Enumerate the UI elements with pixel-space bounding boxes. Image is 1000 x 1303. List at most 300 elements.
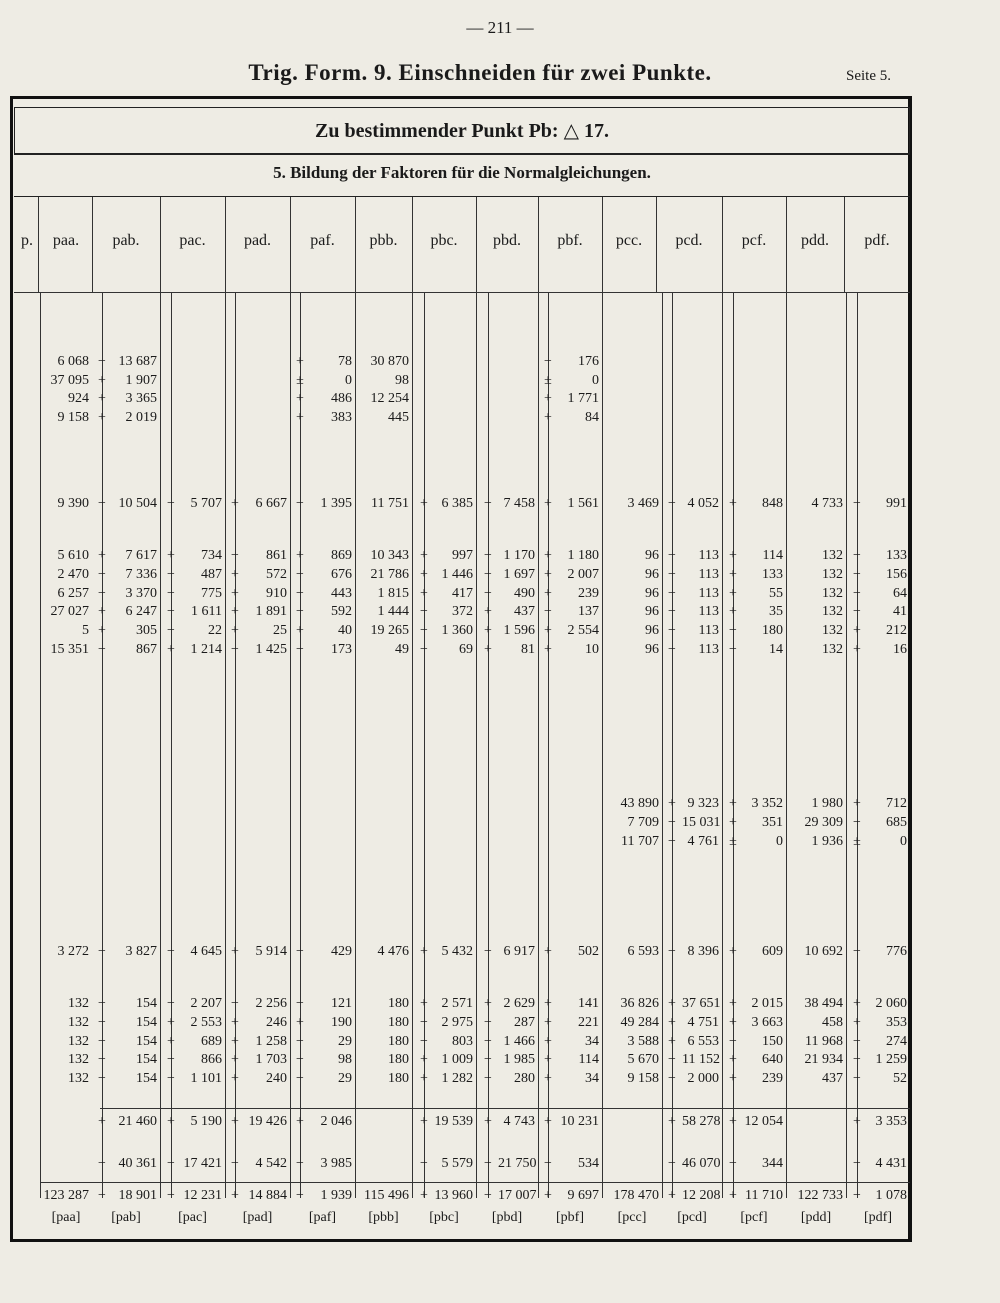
sign-cell: + [544, 1188, 552, 1203]
value-cell: 13 960 [434, 1188, 473, 1203]
value-cell: 487 [201, 566, 222, 582]
column-header: pad. [243, 232, 272, 249]
sign-cell: + [484, 996, 492, 1011]
value-cell: 96 [645, 566, 659, 582]
value-cell: 4 761 [687, 833, 719, 849]
sign-cell: − [296, 1052, 304, 1068]
sign-cell: − [668, 585, 676, 601]
total-label: [paa] [51, 1210, 81, 1225]
sign-cell: − [420, 1014, 428, 1030]
sign-cell: + [544, 566, 552, 582]
sign-cell: − [544, 1156, 552, 1171]
sign-cell: − [167, 1156, 175, 1171]
value-cell: 351 [762, 814, 783, 830]
sign-cell: − [853, 1071, 861, 1087]
value-cell: 1 446 [441, 566, 473, 582]
column-rule [662, 293, 663, 1198]
value-cell: 1 611 [191, 604, 222, 620]
value-cell: 246 [266, 1014, 287, 1030]
value-cell: 132 [822, 623, 843, 639]
sign-cell: + [484, 1114, 492, 1129]
value-cell: 10 504 [118, 496, 157, 511]
column-rule [160, 293, 161, 1198]
sign-cell: − [98, 996, 106, 1011]
sign-cell: + [420, 996, 428, 1011]
value-cell: 2 975 [441, 1014, 473, 1030]
sign-cell: − [231, 1156, 239, 1171]
value-cell: 6 917 [503, 944, 535, 959]
value-cell: 15 031 [682, 814, 721, 830]
sign-cell: − [167, 604, 175, 620]
value-cell: 11 710 [745, 1188, 783, 1203]
value-cell: 7 709 [627, 814, 659, 830]
sign-cell: − [729, 1156, 737, 1171]
sign-cell: + [167, 1014, 175, 1030]
value-cell: 2 019 [125, 410, 157, 426]
sign-cell: + [853, 796, 861, 811]
total-rule [40, 1182, 910, 1183]
sign-cell: + [729, 796, 737, 811]
sign-cell: − [296, 496, 304, 511]
value-cell: 21 786 [370, 566, 409, 582]
sign-cell: − [167, 1071, 175, 1087]
sign-cell: − [853, 1033, 861, 1049]
sign-cell: + [167, 642, 175, 657]
value-cell: 1 444 [377, 604, 409, 620]
sign-cell: + [98, 410, 106, 426]
value-cell: 114 [762, 548, 783, 563]
value-cell: 2 571 [441, 996, 473, 1011]
value-cell: 180 [388, 1052, 409, 1068]
value-cell: 113 [698, 623, 719, 639]
value-cell: 443 [331, 585, 352, 601]
value-cell: 10 [585, 642, 599, 657]
sign-cell: − [484, 1033, 492, 1049]
sign-cell: − [668, 642, 676, 657]
value-cell: 4 542 [255, 1156, 287, 1171]
value-cell: 121 [331, 996, 352, 1011]
sign-cell: + [420, 585, 428, 601]
column-rule [290, 293, 291, 1198]
total-label: [pac] [178, 1210, 207, 1225]
total-label: [paf] [308, 1210, 337, 1225]
sign-cell: − [420, 1156, 428, 1171]
sign-cell: − [296, 944, 304, 959]
value-cell: 4 476 [377, 944, 409, 959]
value-cell: 14 [769, 642, 783, 657]
sign-cell: + [729, 1188, 737, 1203]
sign-cell: − [296, 1071, 304, 1087]
sign-cell: + [544, 585, 552, 601]
sign-cell: + [544, 1033, 552, 1049]
sign-cell: + [729, 566, 737, 582]
value-cell: 458 [822, 1014, 843, 1030]
sign-cell: + [729, 496, 737, 511]
sign-cell: + [668, 796, 676, 811]
value-cell: 6 385 [441, 496, 473, 511]
form-frame [10, 96, 912, 1242]
value-cell: 6 247 [125, 604, 157, 620]
sign-cell: − [296, 604, 304, 620]
value-cell: 1 907 [125, 372, 157, 388]
sign-cell: ± [853, 833, 861, 849]
value-cell: 8 396 [687, 944, 719, 959]
sign-cell: − [484, 566, 492, 582]
value-cell: 2 046 [320, 1114, 352, 1129]
column-header: pbc. [430, 232, 458, 249]
sign-cell: − [484, 548, 492, 563]
value-cell: 1 939 [320, 1188, 352, 1203]
total-label: [pcc] [617, 1210, 647, 1225]
total-label: [pbb] [368, 1210, 399, 1225]
sign-cell: + [420, 1114, 428, 1129]
sign-cell: − [167, 585, 175, 601]
value-cell: 132 [68, 1033, 89, 1049]
value-cell: 19 265 [370, 623, 409, 639]
value-cell: 221 [578, 1014, 599, 1030]
column-header: p. [21, 232, 33, 249]
sign-cell: − [853, 814, 861, 830]
value-cell: 141 [578, 996, 599, 1011]
value-cell: 712 [886, 796, 907, 811]
sign-cell: − [729, 1033, 737, 1049]
value-cell: 1 936 [811, 833, 843, 849]
column-header: paa. [52, 232, 80, 249]
value-cell: 1 170 [503, 548, 535, 563]
value-cell: 5 [82, 623, 89, 639]
value-cell: 10 692 [804, 944, 843, 959]
value-cell: 3 370 [125, 585, 157, 601]
value-cell: 2 015 [751, 996, 783, 1011]
sign-cell: + [544, 410, 552, 426]
sign-cell: + [231, 1014, 239, 1030]
sign-cell: ± [729, 833, 737, 849]
column-header: paf. [310, 232, 335, 249]
sign-cell: − [98, 1071, 106, 1087]
sign-cell: − [98, 1052, 106, 1068]
value-cell: 274 [886, 1033, 907, 1049]
sign-cell: + [167, 548, 175, 563]
value-cell: 486 [331, 391, 352, 407]
value-cell: 133 [762, 566, 783, 582]
value-cell: 372 [452, 604, 473, 620]
value-cell: 58 278 [682, 1114, 721, 1129]
sign-cell: − [167, 623, 175, 639]
sign-cell: + [231, 566, 239, 582]
sign-cell: + [484, 623, 492, 639]
value-cell: 1 101 [190, 1071, 222, 1087]
value-cell: 7 336 [125, 566, 157, 582]
value-cell: 2 256 [255, 996, 287, 1011]
value-cell: 173 [331, 642, 352, 657]
sign-cell: − [167, 566, 175, 582]
sign-cell: + [231, 1033, 239, 1049]
value-cell: 12 231 [183, 1188, 222, 1203]
value-cell: 502 [578, 944, 599, 959]
sign-cell: − [98, 585, 106, 601]
value-cell: 2 553 [190, 1014, 222, 1030]
total-label: [pbc] [429, 1210, 459, 1225]
sign-cell: + [420, 944, 428, 959]
sign-cell: − [231, 642, 239, 657]
value-cell: 190 [331, 1014, 352, 1030]
column-rule [722, 293, 723, 1198]
value-cell: 115 496 [364, 1188, 409, 1203]
total-label: [pad] [242, 1210, 273, 1225]
sign-cell: + [729, 1114, 737, 1129]
value-cell: 96 [645, 642, 659, 657]
column-rule [225, 293, 226, 1198]
value-cell: 1 214 [190, 642, 222, 657]
value-cell: 137 [578, 604, 599, 620]
value-cell: 1 180 [567, 548, 599, 563]
sign-cell: + [853, 996, 861, 1011]
sign-cell: ± [544, 372, 552, 388]
value-cell: 49 284 [620, 1014, 659, 1030]
subsection-header-box [14, 157, 910, 197]
value-cell: 287 [514, 1014, 535, 1030]
value-cell: 11 751 [371, 496, 409, 511]
sign-cell: + [231, 1188, 239, 1203]
sign-cell: + [231, 623, 239, 639]
sign-cell: − [167, 944, 175, 959]
total-label: [pdf] [864, 1210, 892, 1225]
value-cell: 180 [388, 1014, 409, 1030]
value-cell: 2 007 [567, 566, 599, 582]
total-label: [pbf] [556, 1210, 584, 1225]
sign-cell: − [668, 814, 676, 830]
value-cell: 640 [762, 1052, 783, 1068]
sign-cell: + [296, 1114, 304, 1129]
value-cell: 1 009 [441, 1052, 473, 1068]
sign-cell: − [729, 642, 737, 657]
sign-cell: + [544, 1014, 552, 1030]
sign-cell: − [484, 944, 492, 959]
value-cell: 3 352 [751, 796, 783, 811]
value-cell: 132 [822, 566, 843, 582]
sign-cell: + [729, 1052, 737, 1068]
value-cell: 305 [136, 623, 157, 639]
sign-cell: − [729, 623, 737, 639]
sign-cell: − [853, 1156, 861, 1171]
value-cell: 3 469 [627, 496, 659, 511]
value-cell: 429 [331, 944, 352, 959]
value-cell: 3 272 [57, 944, 89, 959]
value-cell: 3 588 [627, 1033, 659, 1049]
value-cell: 5 670 [627, 1052, 659, 1068]
sign-cell: − [420, 623, 428, 639]
value-cell: 132 [68, 1014, 89, 1030]
value-cell: 22 [208, 623, 222, 639]
sign-cell: − [296, 642, 304, 657]
sign-cell: − [484, 496, 492, 511]
value-cell: 1 891 [255, 604, 287, 620]
sign-cell: + [420, 1071, 428, 1087]
value-cell: 40 361 [118, 1156, 157, 1171]
sign-cell: + [544, 1071, 552, 1087]
value-cell: 123 287 [43, 1188, 89, 1203]
value-cell: 154 [136, 1052, 157, 1068]
header-rule [14, 292, 910, 293]
value-cell: 1 078 [875, 1188, 907, 1203]
column-rule [538, 293, 539, 1198]
sign-cell: − [668, 548, 676, 563]
value-cell: 2 207 [190, 996, 222, 1011]
value-cell: 240 [266, 1071, 287, 1087]
value-cell: 37 651 [682, 996, 721, 1011]
sign-cell: − [98, 1033, 106, 1049]
value-cell: 27 027 [50, 604, 89, 620]
value-cell: 11 707 [621, 833, 659, 849]
sign-cell: − [167, 496, 175, 511]
column-rule [476, 293, 477, 1198]
value-cell: 132 [68, 1052, 89, 1068]
value-cell: 2 060 [875, 996, 907, 1011]
value-cell: 676 [331, 566, 352, 582]
value-cell: 176 [578, 354, 599, 369]
sign-cell: + [668, 1014, 676, 1030]
value-cell: 6 593 [627, 944, 659, 959]
value-cell: 0 [900, 833, 907, 849]
value-cell: 154 [136, 1033, 157, 1049]
value-cell: 6 667 [255, 496, 287, 511]
sign-cell: + [167, 1114, 175, 1129]
value-cell: 113 [698, 548, 719, 563]
sign-cell: + [420, 496, 428, 511]
value-cell: 924 [68, 391, 89, 407]
column-header: pcf. [741, 232, 767, 249]
sign-cell: − [296, 1156, 304, 1171]
sign-cell: − [98, 566, 106, 582]
value-cell: 1 980 [811, 796, 843, 811]
value-cell: 9 158 [57, 410, 89, 426]
sign-cell: − [296, 1188, 304, 1203]
value-cell: 21 460 [118, 1114, 157, 1129]
sign-cell: + [98, 372, 106, 388]
value-cell: 4 751 [687, 1014, 719, 1030]
value-cell: 98 [338, 1052, 352, 1068]
value-cell: 445 [388, 410, 409, 426]
sign-cell: − [853, 1188, 861, 1203]
value-cell: 180 [388, 996, 409, 1011]
value-cell: 156 [886, 566, 907, 582]
sign-cell: ± [296, 372, 304, 388]
sign-cell: + [544, 1052, 552, 1068]
value-cell: 4 645 [190, 944, 222, 959]
value-cell: 81 [521, 642, 535, 657]
sign-cell: − [668, 944, 676, 959]
sign-cell: − [231, 996, 239, 1011]
value-cell: 40 [338, 623, 352, 639]
sign-cell: + [231, 1071, 239, 1087]
sign-cell: + [544, 548, 552, 563]
column-header: pcc. [615, 232, 643, 249]
value-cell: 132 [68, 996, 89, 1011]
value-cell: 16 [893, 642, 907, 657]
value-cell: 96 [645, 585, 659, 601]
sign-cell: + [231, 604, 239, 620]
value-cell: 5 190 [190, 1114, 222, 1129]
value-cell: 9 390 [57, 496, 89, 511]
total-label: [pdd] [800, 1210, 832, 1225]
value-cell: 1 282 [441, 1071, 473, 1087]
column-rule [412, 293, 413, 1198]
sign-cell: + [729, 814, 737, 830]
value-cell: 154 [136, 996, 157, 1011]
value-cell: 9 323 [687, 796, 719, 811]
sign-cell: + [231, 585, 239, 601]
sign-cell: − [484, 1014, 492, 1030]
sign-cell: − [668, 1156, 676, 1171]
value-cell: 490 [514, 585, 535, 601]
total-label: [pbd] [491, 1210, 523, 1225]
sign-cell: + [296, 354, 304, 369]
value-cell: 17 421 [183, 1156, 222, 1171]
value-cell: 132 [822, 548, 843, 563]
value-cell: 21 750 [498, 1156, 537, 1171]
value-cell: 1 258 [255, 1033, 287, 1049]
sign-cell: + [296, 548, 304, 563]
running-title: Trig. Form. 9. Einschneiden für zwei Punkte. [248, 60, 712, 85]
sign-cell: − [296, 1033, 304, 1049]
value-cell: 280 [514, 1071, 535, 1087]
value-cell: 180 [762, 623, 783, 639]
value-cell: 12 208 [682, 1188, 721, 1203]
value-cell: 7 617 [125, 548, 157, 563]
sign-cell: − [484, 1071, 492, 1087]
value-cell: 3 827 [125, 944, 157, 959]
value-cell: 4 052 [687, 496, 719, 511]
sign-cell: − [484, 1052, 492, 1068]
sign-cell: − [853, 566, 861, 582]
sum-rule [100, 1108, 910, 1109]
sign-cell: − [853, 944, 861, 959]
value-cell: 534 [578, 1156, 599, 1171]
value-cell: 353 [886, 1014, 907, 1030]
value-cell: 734 [201, 548, 222, 563]
section-header-box [14, 107, 910, 155]
value-cell: 5 707 [190, 496, 222, 511]
value-cell: 803 [452, 1033, 473, 1049]
sign-cell: + [231, 1114, 239, 1129]
sign-cell: − [296, 585, 304, 601]
sign-cell: − [668, 833, 676, 849]
value-cell: 2 470 [57, 566, 89, 582]
value-cell: 69 [459, 642, 473, 657]
value-cell: 96 [645, 623, 659, 639]
value-cell: 1 771 [567, 391, 599, 407]
value-cell: 3 353 [875, 1114, 907, 1129]
sign-cell: − [668, 496, 676, 511]
sign-cell: + [729, 585, 737, 601]
value-cell: 96 [645, 548, 659, 563]
sign-cell: + [420, 1188, 428, 1203]
sign-cell: + [420, 548, 428, 563]
sign-cell: + [544, 623, 552, 639]
sign-cell: + [231, 944, 239, 959]
value-cell: 1 697 [503, 566, 535, 582]
sign-cell: + [231, 496, 239, 511]
sign-cell: + [167, 1033, 175, 1049]
sign-cell: − [420, 1033, 428, 1049]
sign-cell: + [729, 1071, 737, 1087]
sign-cell: + [729, 1014, 737, 1030]
sign-cell: − [668, 1071, 676, 1087]
value-cell: 180 [388, 1033, 409, 1049]
value-cell: 861 [266, 548, 287, 563]
value-cell: 866 [201, 1052, 222, 1068]
value-cell: 132 [822, 585, 843, 601]
